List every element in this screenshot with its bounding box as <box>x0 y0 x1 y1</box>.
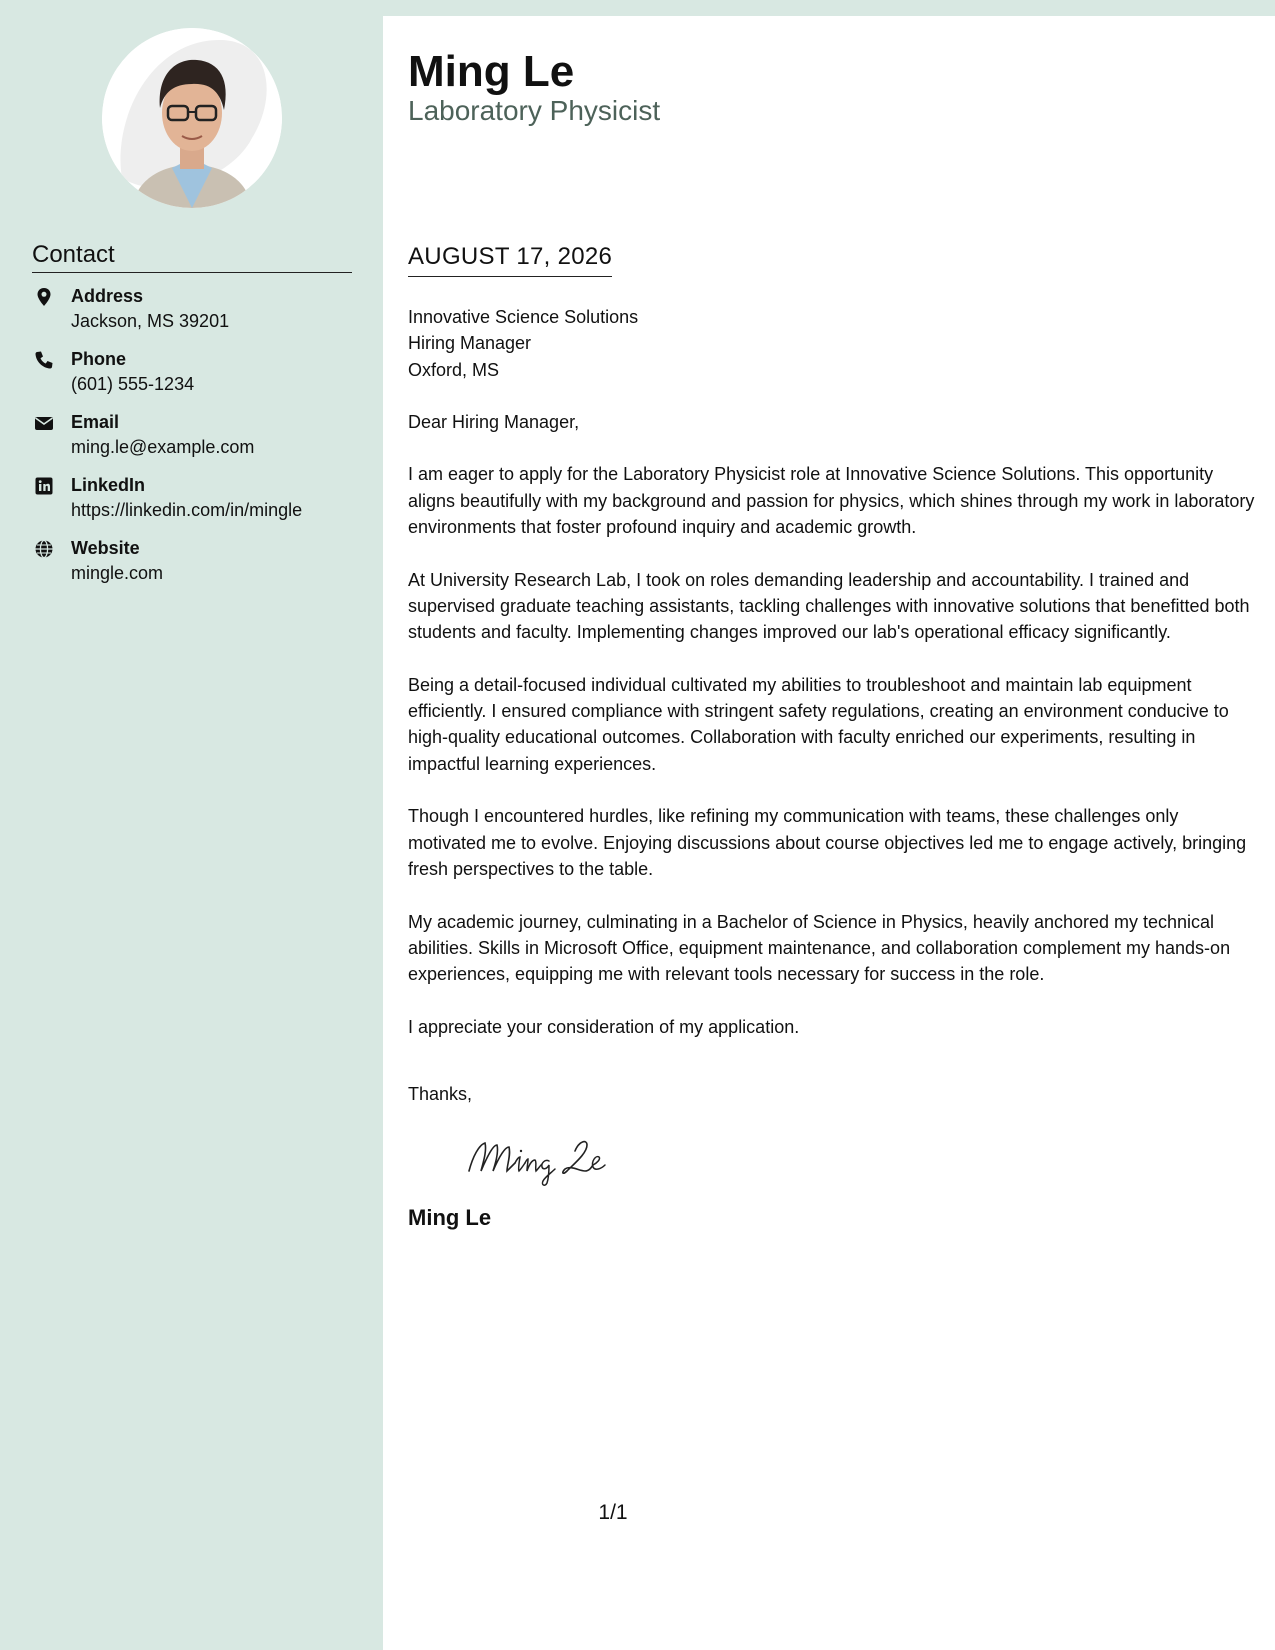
recipient-company: Innovative Science Solutions <box>408 307 639 327</box>
contact-linkedin <box>32 473 372 536</box>
job-title: Laboratory Physicist <box>408 95 661 126</box>
contact-heading: Contact <box>32 240 352 273</box>
recipient-block <box>408 304 1258 383</box>
contact-label: Website <box>71 538 140 558</box>
contact-value: (601) 555-1234 <box>71 374 195 394</box>
letter-content <box>408 304 1258 1066</box>
phone-icon <box>34 350 54 370</box>
letter-body <box>383 16 1275 1650</box>
contact-value: Jackson, MS 39201 <box>71 311 230 331</box>
sidebar <box>0 0 383 1650</box>
recipient-role: Hiring Manager <box>408 333 532 354</box>
contact-address <box>32 284 372 347</box>
contact-label: LinkedIn <box>71 475 146 495</box>
globe-icon <box>34 539 54 559</box>
email-link[interactable]: ming.le@example.com <box>71 437 255 457</box>
linkedin-icon <box>34 476 54 496</box>
contact-label: Email <box>71 412 120 432</box>
paragraph: I appreciate your consideration of my application. <box>408 1016 800 1037</box>
recipient-location: Oxford, MS <box>408 359 500 380</box>
paragraph: I am eager to apply for the Laboratory Physicist role at Innovative Science Solutions. This opportunity aligns beautifully with my background and passion for physics, which shines through my work in laboratory environments that foster profound inquiry and academic growth. <box>408 464 1255 538</box>
paragraph: Though I encountered hurdles, like refining my communication with teams, these challenges only motivated me to evolve. Enjoying discussions about course objectives led me to engage actively, bringing fresh perspectives to the table. <box>408 806 1247 879</box>
envelope-icon <box>34 413 54 433</box>
page-number: 1/1 <box>598 1501 628 1524</box>
website-link[interactable]: mingle.com <box>71 563 164 583</box>
contact-phone <box>32 347 372 410</box>
contact-label: Address <box>71 286 144 306</box>
paragraph: My academic journey, culminating in a Bachelor of Science in Physics, heavily anchored my technical abilities. Skills in Microsoft Office, equipment maintenance, and collaboration complement my hands-on experiences, equipping me with relevant tools necessary for success in the role. <box>408 911 1231 985</box>
contact-email <box>32 410 372 473</box>
applicant-name: Ming Le <box>408 47 575 96</box>
salutation: Dear Hiring Manager, <box>408 411 580 432</box>
map-pin-icon <box>34 287 54 307</box>
contact-list <box>32 284 372 599</box>
contact-website <box>32 536 372 599</box>
linkedin-link[interactable]: https://linkedin.com/in/mingle <box>71 500 303 520</box>
closing: Thanks, <box>408 1084 473 1104</box>
handwritten-signature <box>463 1121 613 1196</box>
contact-label: Phone <box>71 349 127 369</box>
profile-photo <box>102 28 282 208</box>
paragraph: Being a detail-focused individual cultivated my abilities to troubleshoot and maintain lab equipment efficiently. I ensured compliance with stringent safety regulations, creating an environment conducive to high-quality educational outcomes. Collaboration with faculty enriched our experiments, resulting in impactful learning experiences. <box>408 674 1229 774</box>
paragraph: At University Research Lab, I took on roles demanding leadership and accountability. I trained and supervised graduate teaching assistants, tackling challenges with innovative solutions that benefitted both students and faculty. Implementing changes improved our lab's operational efficacy significantly. <box>408 569 1250 643</box>
signer-name: Ming Le <box>408 1205 492 1230</box>
letter-date: AUGUST 17, 2026 <box>408 242 612 277</box>
